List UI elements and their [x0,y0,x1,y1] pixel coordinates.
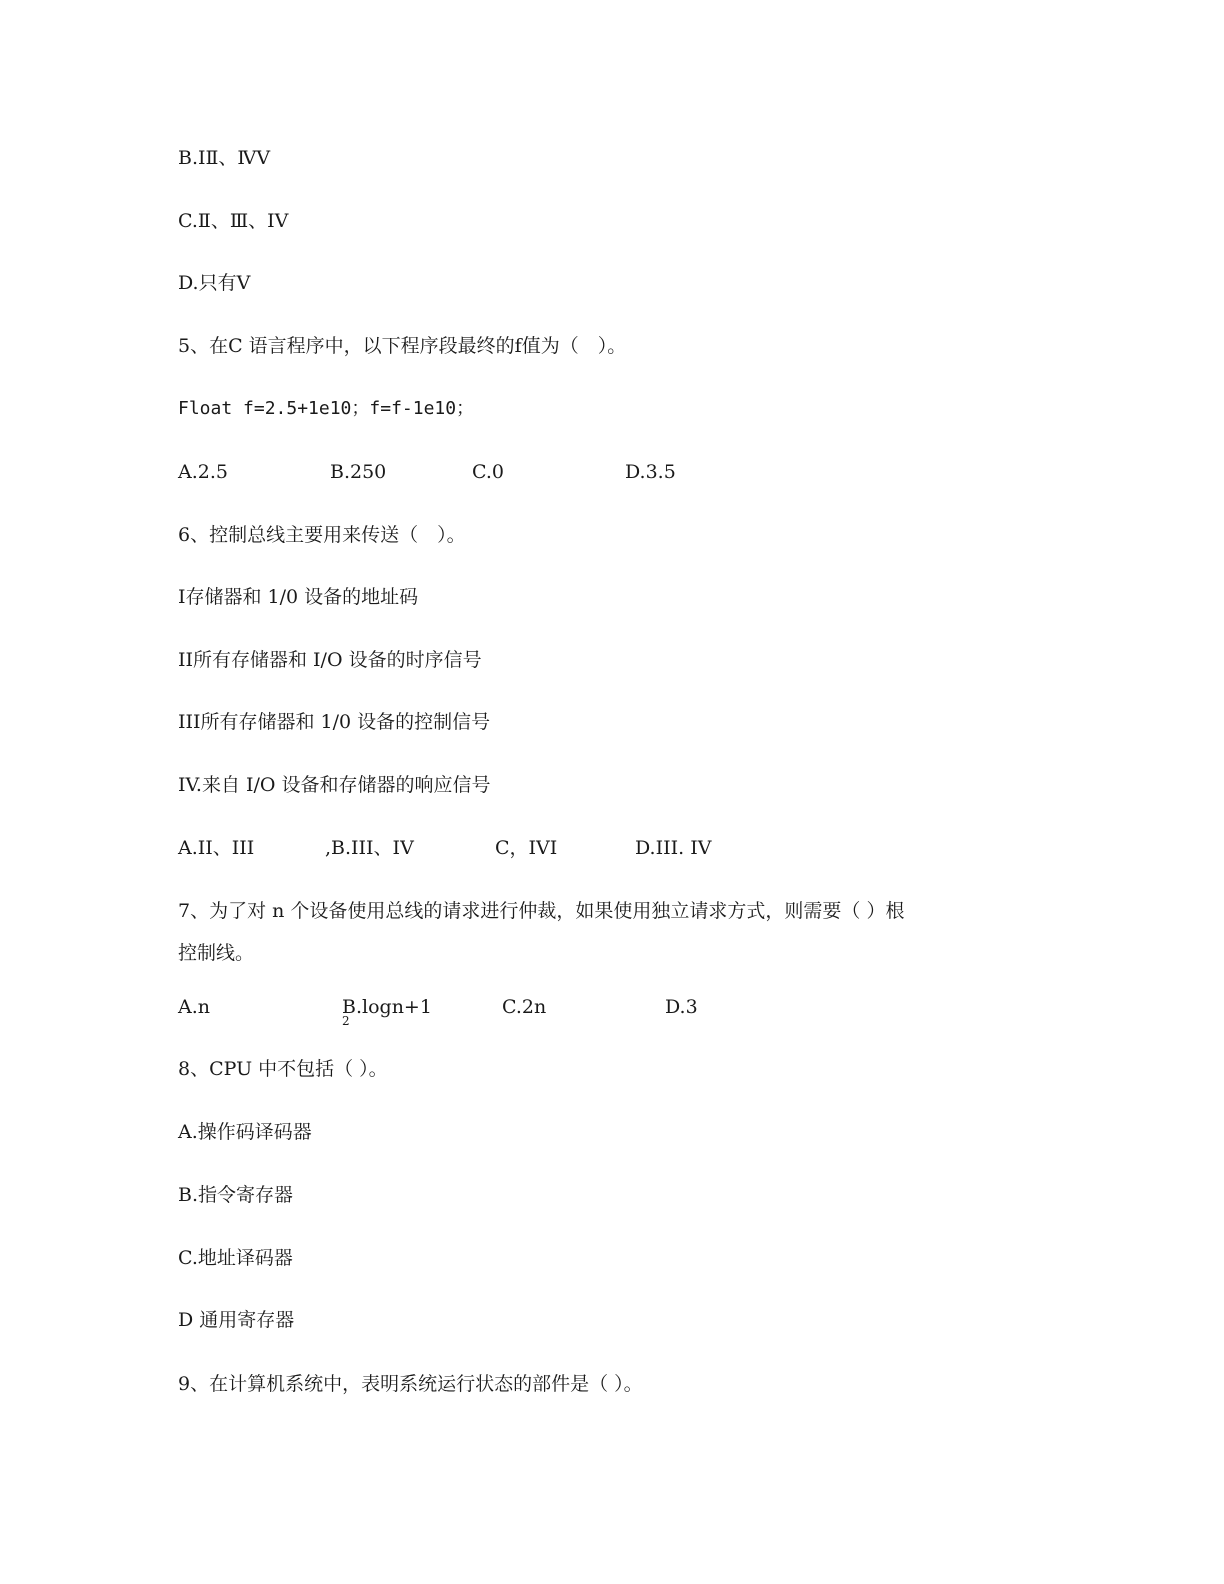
q6-option-d: D.III. IV [635,837,712,859]
q7-option-b-arg: n+1 [391,996,432,1018]
q7-option-b-subscript: 2 [342,1014,350,1028]
q5-option-d: D.3.5 [625,461,676,483]
q5-stem: 5、在C 语言程序中，以下程序段最终的f值为（ ）。 [178,335,627,357]
q5-option-b: B.250 [330,461,387,483]
q7-option-d: D.3 [665,996,698,1018]
q8-option-c: C.地址译码器 [178,1247,293,1269]
q8-option-b: B.指令寄存器 [178,1184,294,1206]
q6-item-1: I存储器和 1/0 设备的地址码 [178,586,419,608]
q5-option-c: C.0 [472,461,504,483]
q4-option-b: B.ⅠⅡ、ⅣV [178,147,271,169]
q5-option-a: A.2.5 [178,461,228,483]
q7-option-b [342,995,432,1019]
q6-item-2: II所有存储器和 I/O 设备的时序信号 [178,649,482,671]
q8-stem: 8、CPU 中不包括（ ）。 [178,1058,388,1080]
q5-code: Float f=2.5+1e10；f=f-1e10； [178,398,475,419]
q8-option-a: A.操作码译码器 [178,1121,312,1143]
q7-option-a: A.n [178,996,210,1018]
q6-stem: 6、控制总线主要用来传送（ ）。 [178,524,466,546]
q6-option-a: A.II、III [178,837,255,859]
q7-option-b-label: B.log [342,996,392,1018]
q8-option-d: D 通用寄存器 [178,1309,295,1331]
q7-stem-line2: 控制线。 [178,942,255,964]
q6-option-b: ,B.III、IV [325,837,414,859]
q4-option-d: D.只有V [178,272,251,294]
q6-item-3: III所有存储器和 1/0 设备的控制信号 [178,711,491,733]
q6-option-c: C，IVI [495,837,558,859]
q4-option-c: C.Ⅱ、Ⅲ、IV [178,210,289,232]
q9-stem: 9、在计算机系统中，表明系统运行状态的部件是（ ）。 [178,1373,643,1395]
q7-stem-line1: 7、为了对 n 个设备使用总线的请求进行仲裁，如果使用独立请求方式，则需要（ ）根 [178,900,905,922]
q6-item-4: IV.来自 I/O 设备和存储器的响应信号 [178,774,491,796]
q7-option-c: C.2n [502,996,547,1018]
